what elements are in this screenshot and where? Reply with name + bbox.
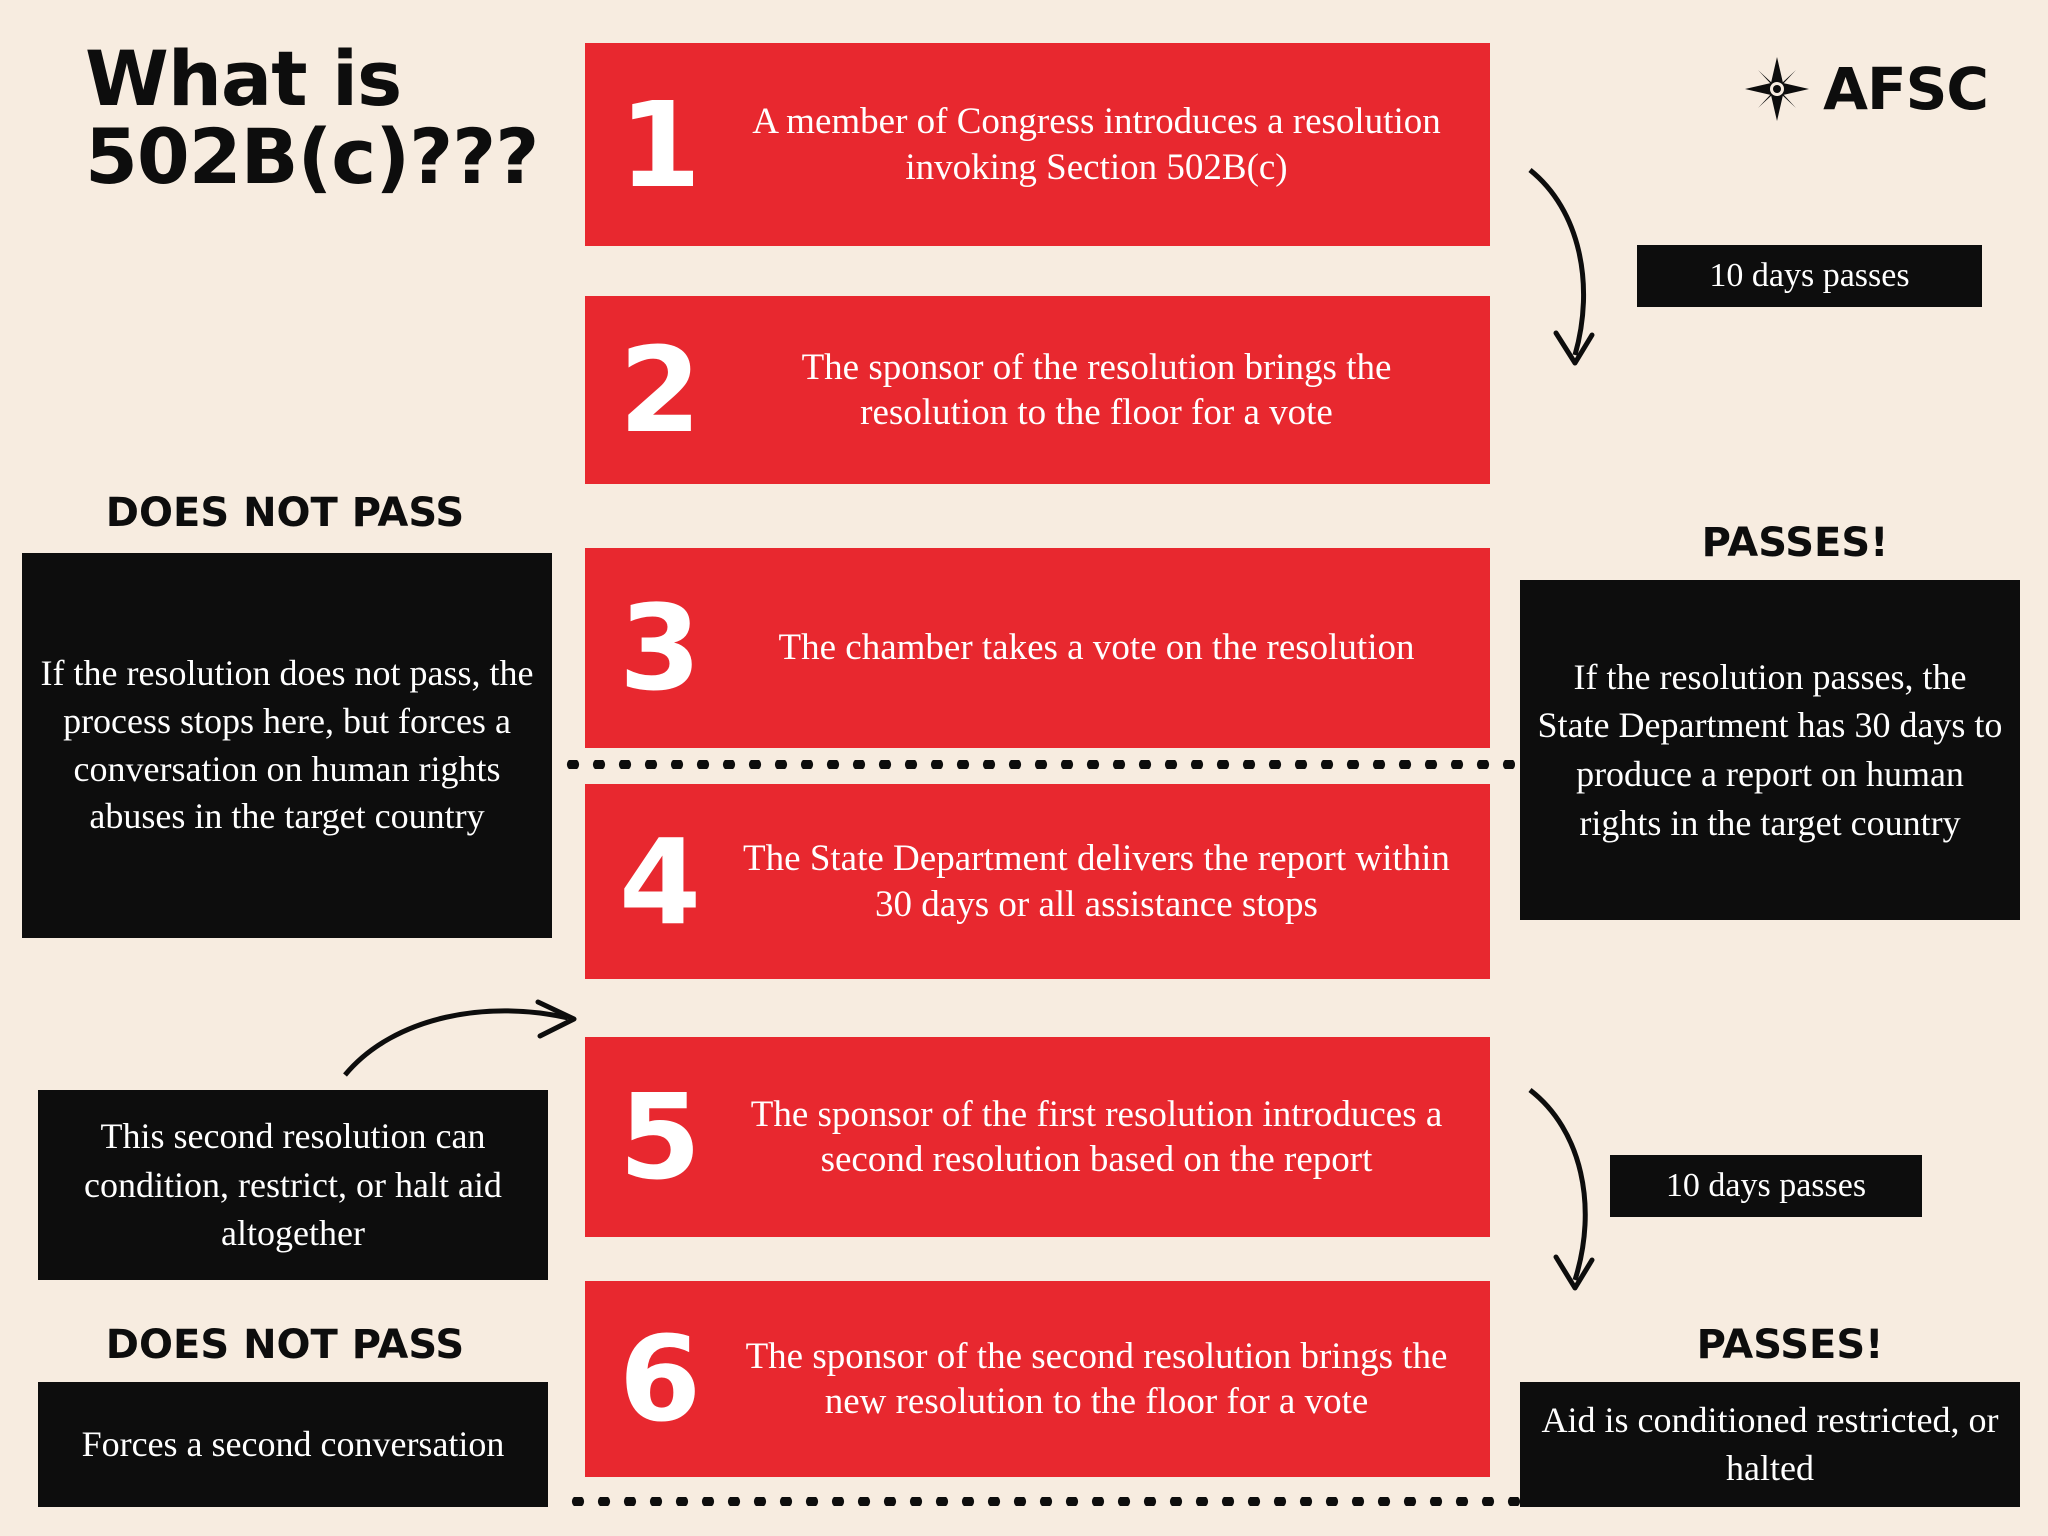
passes-heading-2: PASSES! [1696,1322,1884,1368]
does-not-pass-callout-2: Forces a second conversation [38,1382,548,1507]
does-not-pass-heading-1: DOES NOT PASS [105,490,465,536]
afsc-logo [1745,55,1988,123]
step-text: The sponsor of the resolution brings the resolution to the floor for a vote [801,346,1392,433]
arrow-icon-step1-to-step2 [1520,165,1650,385]
step-text: The sponsor of the first resolution introduces a second resolution based on the report [750,1093,1443,1180]
dotted-divider-lower [565,1497,1520,1506]
step-number: 6 [619,1310,702,1448]
step-number: 4 [619,812,702,951]
passes-callout-2: Aid is conditioned restricted, or halted [1520,1382,2020,1507]
second-resolution-note: This second resolution can condition, restrict, or halt aid altogether [38,1090,548,1280]
arrow-icon-step5-to-step6 [1520,1085,1650,1310]
passes-heading-1: PASSES! [1701,520,1889,566]
page-title: What is 502B(c)??? [85,34,539,202]
step-number: 5 [619,1068,702,1206]
arrow-icon-note-to-step5 [340,1000,590,1085]
timer-badge-10-days-2: 10 days passes [1610,1155,1922,1217]
step-text: The sponsor of the second resolution brings the new resolution to the floor for a vote [745,1335,1448,1422]
flow-step-6 [585,1281,1490,1477]
step-number: 2 [619,321,702,459]
flow-step-3 [585,548,1490,748]
step-number: 1 [619,75,702,214]
passes-callout-1: If the resolution passes, the State Department has 30 days to produce a report on human rights in the target country [1520,580,2020,920]
flow-step-1 [585,43,1490,246]
step-text: The chamber takes a vote on the resolution [778,627,1415,669]
step-number: 3 [619,579,702,717]
compass-star-icon [1745,57,1809,121]
does-not-pass-callout-1: If the resolution does not pass, the process stops here, but forces a conversation on human rights abuses in the target country [22,553,552,938]
step-text: A member of Congress introduces a resolution invoking Section 502B(c) [752,101,1441,188]
flow-step-4 [585,784,1490,979]
step-text: The State Department delivers the report within 30 days or all assistance stops [743,838,1450,925]
does-not-pass-heading-2: DOES NOT PASS [105,1322,465,1368]
afsc-wordmark: AFSC [1823,55,1988,123]
flow-step-5 [585,1037,1490,1237]
flow-step-2 [585,296,1490,484]
dotted-divider-upper [560,760,1515,769]
timer-badge-10-days-1: 10 days passes [1637,245,1982,307]
